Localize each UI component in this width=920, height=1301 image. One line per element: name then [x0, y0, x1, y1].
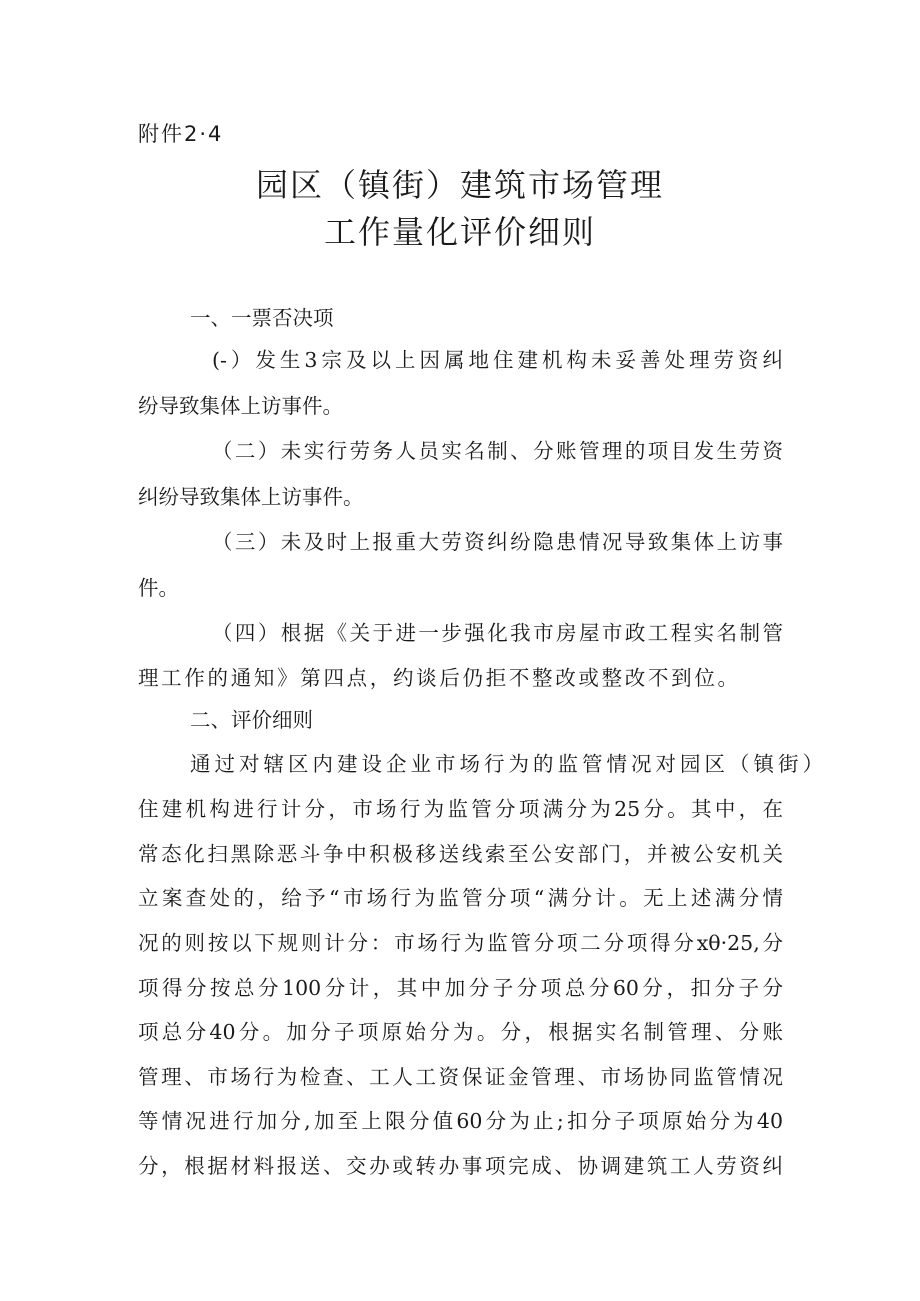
veto-item-2-line-1: （二）未实行劳务人员实名制、分账管理的项目发生劳资 [212, 439, 783, 463]
veto-item-1-line-1: (-）发生3宗及以上因属地住建机构未妥善处理劳资纠 [212, 348, 783, 372]
veto-item-1-line-2: 纷导致集体上访事件。 [138, 394, 343, 418]
section-heading-veto: 一、一票否决项 [190, 306, 334, 330]
rules-paragraph-line-2: 住建机构进行计分，市场行为监管分项满分为25分。其中，在 [138, 797, 783, 821]
veto-item-3-line-2: 件。 [138, 576, 179, 600]
rules-paragraph-line-8: 管理、市场行为检查、工人工资保证金管理、市场协同监管情况 [138, 1065, 783, 1089]
rules-paragraph-line-1: 通过对辖区内建设企业市场行为的监管情况对园区（镇街） [190, 752, 823, 776]
section-heading-rules: 二、评价细则 [190, 708, 313, 732]
document-title-line-1: 园区（镇街）建筑市场管理 [255, 166, 664, 204]
rules-paragraph-line-6: 项得分按总分100分计，其中加分子分项总分60分，扣分子分 [138, 976, 783, 1000]
rules-paragraph-line-9: 等情况进行加分,加至上限分值60分为止;扣分子项原始分为40 [138, 1109, 783, 1133]
rules-paragraph-line-3: 常态化扫黑除恶斗争中积极移送线索至公安部门，并被公安机关 [138, 842, 783, 866]
rules-paragraph-line-5: 况的则按以下规则计分：市场行为监管分项二分项得分xθ·25,分 [138, 931, 783, 955]
veto-item-4-line-1: （四）根据《关于进一步强化我市房屋市政工程实名制管 [212, 621, 783, 645]
veto-item-3-line-1: （三）未及时上报重大劳资纠纷隐患情况导致集体上访事 [212, 530, 783, 554]
rules-paragraph-line-7: 项总分40分。加分子项原始分为。分，根据实名制管理、分账 [138, 1020, 783, 1044]
veto-item-2-line-2: 纠纷导致集体上访事件。 [138, 485, 364, 509]
veto-item-4-line-2: 理工作的通知》第四点，约谈后仍拒不整改或整改不到位。 [138, 666, 738, 690]
rules-paragraph-line-4: 立案查处的，给予“市场行为监管分项“满分计。无上述满分情 [138, 886, 783, 910]
rules-paragraph-line-10: 分，根据材料报送、交办或转办事项完成、协调建筑工人劳资纠 [138, 1154, 783, 1178]
document-title-line-2: 工作量化评价细则 [323, 213, 596, 251]
attachment-label: 附件2·4 [138, 122, 224, 146]
